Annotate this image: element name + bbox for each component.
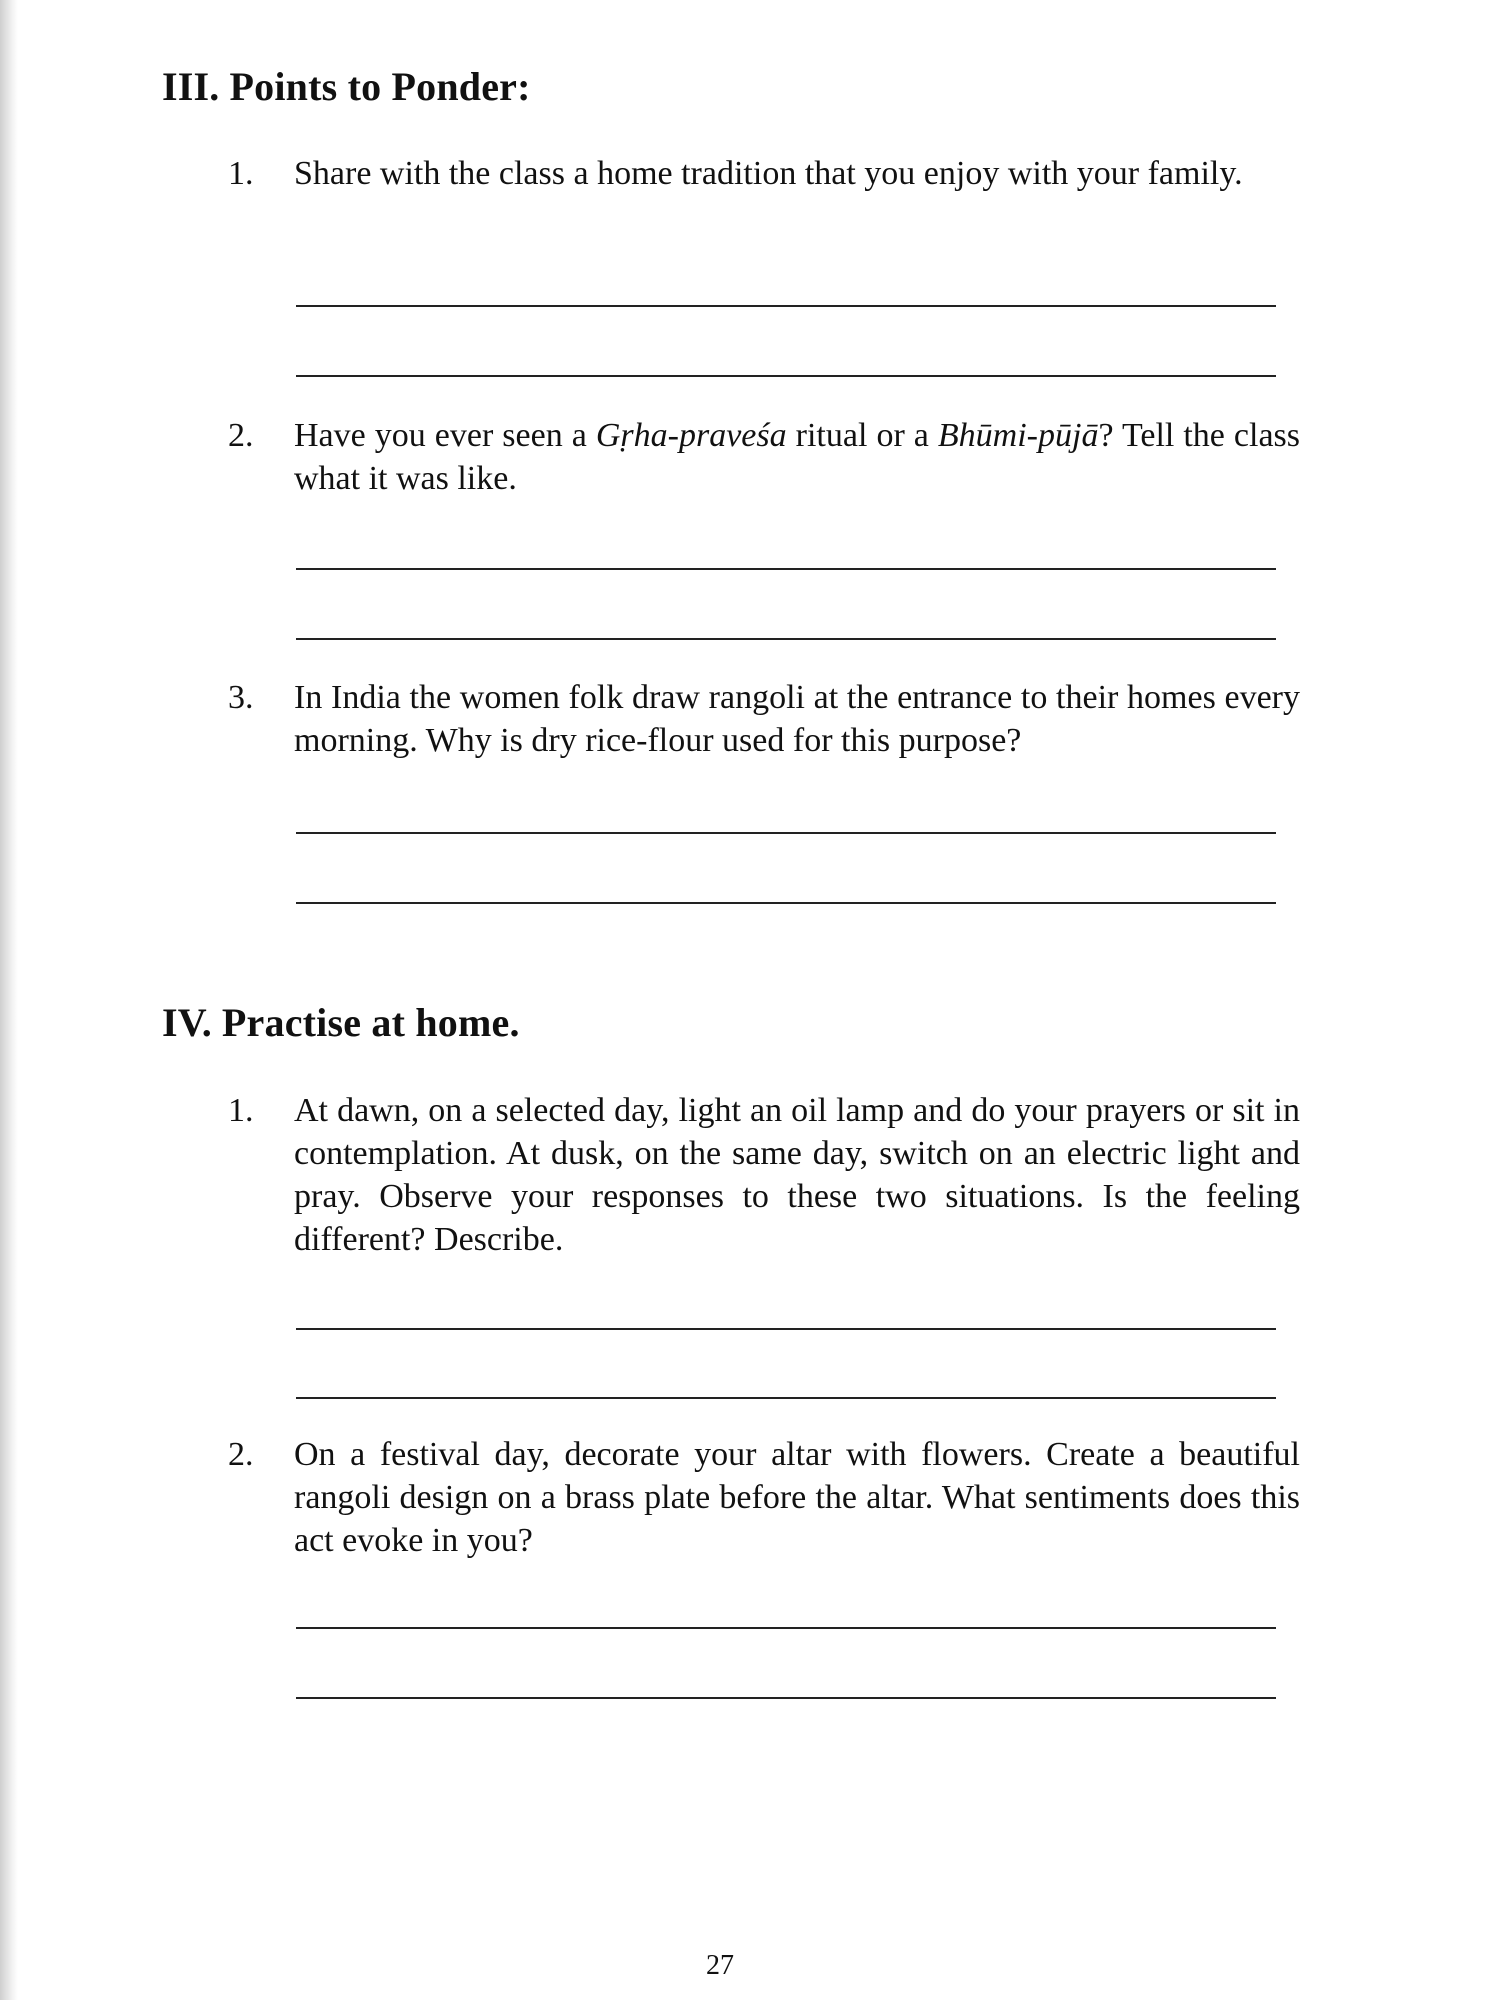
question-number: 3.	[228, 679, 254, 716]
question-text: On a festival day, decorate your altar with flowers. Create a beautiful rangoli design on a brass plate before the altar. What sentiments does this act evoke in you?	[294, 1436, 1300, 1559]
question-number: 2.	[228, 417, 254, 454]
question-text: In India the women folk draw rangoli at the entrance to their homes every morning. Why is dry rice-flour used for this purpose?	[294, 679, 1300, 759]
question-number: 1.	[228, 1092, 254, 1129]
answer-line[interactable]	[296, 1697, 1276, 1699]
section-title: Practise at home.	[221, 1000, 520, 1045]
question-text: Share with the class a home tradition that you enjoy with your family.	[294, 155, 1243, 192]
section-heading-points-to-ponder	[162, 64, 531, 110]
answer-line[interactable]	[296, 1397, 1276, 1399]
answer-line[interactable]	[296, 832, 1276, 834]
answer-line[interactable]	[296, 902, 1276, 904]
section-numeral: IV.	[162, 1000, 212, 1045]
answer-line[interactable]	[296, 568, 1276, 570]
scan-edge-shadow	[0, 0, 18, 2000]
section-title: Points to Ponder:	[229, 64, 531, 109]
answer-line[interactable]	[296, 638, 1276, 640]
question-text-part: Have you ever seen a	[294, 417, 596, 454]
ritual-term-grha-pravesa: Gṛha-praveśa	[595, 417, 787, 454]
question-number: 2.	[228, 1436, 254, 1473]
answer-line[interactable]	[296, 1328, 1276, 1330]
ritual-term-bhumi-puja: Bhūmi-pūjā	[937, 417, 1099, 454]
section-heading-practise-at-home	[162, 1000, 520, 1046]
answer-line[interactable]	[296, 1627, 1276, 1629]
question-text-part: ? Tell the class what it was like.	[294, 417, 1301, 497]
answer-line[interactable]	[296, 305, 1276, 307]
question-text: At dawn, on a selected day, light an oil lamp and do your prayers or sit in contemplation. At dusk, on the same day, switch on an electric light and pray. Observe your responses to these two situations. Is the feeling different? Describe.	[294, 1092, 1300, 1258]
question-number: 1.	[228, 155, 254, 192]
section-numeral: III.	[162, 64, 220, 109]
answer-line[interactable]	[296, 375, 1276, 377]
question-text	[294, 414, 1300, 500]
page-number: 27	[706, 1950, 734, 1981]
question-text-part: ritual or a	[786, 417, 938, 454]
